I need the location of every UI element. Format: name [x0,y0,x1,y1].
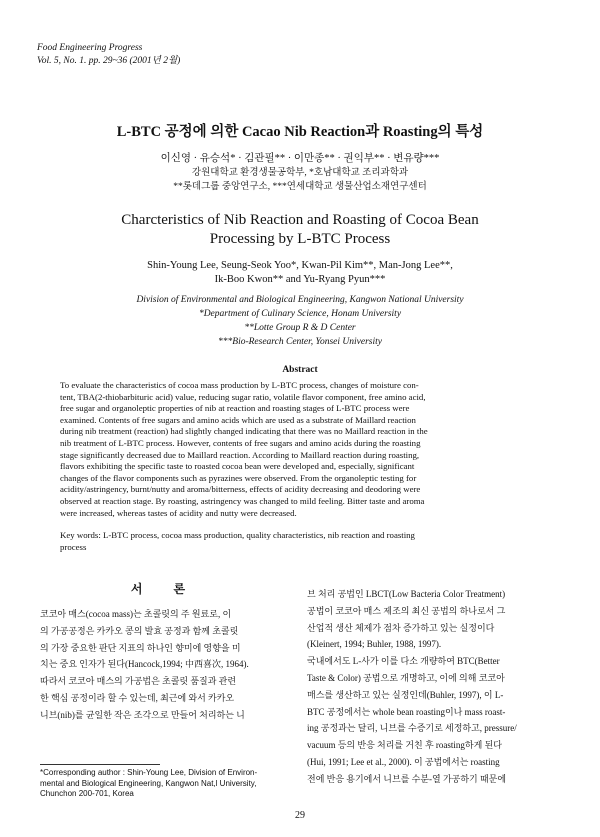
abstract-line: were increased, whereas tastes of acidity and nutty were decreased. [60,507,297,518]
keywords-line: process [60,541,87,552]
abstract-line: free sugar and organoleptic properties of nib at reaction and roasting stages of L-BTC process were [60,403,410,414]
english-affiliation-line: **Lotte Group R & D Center [244,323,356,333]
body-line: 국내에서도 L-사가 이를 다소 개량하여 BTC(Better [307,656,500,667]
abstract-line: tent, TBA(2-thiobarbituric acid) value, reducing sugar ratio, volatile flavor component, free amino acid, [60,391,426,402]
body-line: 코코아 매스(cocoa mass)는 초콜릿의 주 원료로, 이 [40,609,232,619]
right-column-text [307,586,559,788]
footnote-line: Chunchon 200-701, Korea [40,789,134,799]
corresponding-author-footnote [40,768,292,800]
body-line: 브 처리 공법인 LBCT(Low Bacteria Color Treatment) [307,589,506,599]
abstract-line: acidity/astringency, burnt/nutty and aroma/bitterness, effects of acidity decreasing and deodoring were [60,484,421,495]
body-line: 한 핵심 공정이라 할 수 있는데, 최근에 와서 카카오 [40,692,235,703]
body-line: vacuum 등의 반응 처리를 거친 후 roasting하게 된다 [307,740,502,751]
korean-authors: 이신영 · 유승석* · 김관필** · 이만종** · 권익부** · 변유량*** [160,153,440,164]
left-column-text [40,606,292,724]
abstract-line: during nib treatment (reaction) had slightly changed indicating that there was no Maillard reaction in the [60,426,428,437]
abstract-line: flavors exhibiting the specific taste to roasted cocoa bean were developed and, especially, significant [60,461,415,472]
section-heading-introduction: 서 론 [130,582,200,596]
body-line: BTC 공정에서는 whole bean roasting이나 mass roast- [307,706,506,717]
body-line: Taste & Color) 공법으로 개명하고, 이에 의해 코코아 [307,672,505,683]
footnote-divider [40,764,160,765]
body-line: 매스를 생산하고 있는 실정인데(Buhler, 1997), 이 L- [307,689,504,700]
english-title-line: Processing by L-BTC Process [209,231,391,247]
keywords [60,530,538,553]
body-line: 니브(nib)를 균일한 작은 조각으로 만들어 처리하는 니 [40,709,245,720]
journal-header [37,42,180,68]
english-author-line: Ik-Boo Kwon** and Yu-Ryang Pyun*** [214,274,386,285]
footnote-line: mental and Biological Engineering, Kangwon Nat,l University, [40,778,257,788]
page-number: 29 [295,810,305,821]
body-line: 따라서 코코아 매스의 가공법은 초콜릿 품질과 관련 [40,676,237,687]
abstract-line: changes of the flavor components such as pyrazines were observed. From the organoleptic testing for [60,472,417,483]
korean-affiliations [0,166,600,194]
english-affiliation-line: Division of Environmental and Biological Engineering, Kangwon National University [136,295,464,305]
body-line: (Kleinert, 1994; Buhler, 1988, 1997). [307,639,442,650]
journal-name: Food Engineering Progress [37,43,143,53]
english-title [0,211,600,249]
abstract-line: examined. Contents of free sugars and amino acids which are used as a substrate of Maillard reaction [60,414,416,425]
english-title-line: Charcteristics of Nib Reaction and Roasting of Cocoa Bean [121,212,479,228]
abstract-line: nib treatment of L-BTC process. However, contents of free sugars and amino acids during the roasting [60,437,421,448]
abstract-heading: Abstract [282,365,318,375]
abstract-line: To evaluate the characteristics of cocoa mass production by L-BTC process, changes of moisture con- [60,380,419,390]
journal-issue: Vol. 5, No. 1. pp. 29~36 (2001년 2월) [37,56,181,66]
abstract-line: observed at reaction stage. By roasting, astringency was changed to mild feeling. Bitter taste and aroma [60,495,425,506]
english-affiliations [0,293,600,349]
body-line: 의 가공공정은 카카오 콩의 발효 공정과 함께 초콜릿 [40,625,239,636]
english-affiliation-line: *Department of Culinary Science, Honam University [198,309,402,319]
english-authors [0,259,600,287]
footnote-line: *Corresponding author : Shin-Young Lee, Division of Environ- [40,768,258,777]
body-line: 산업적 생산 체제가 점차 증가하고 있는 실정이다 [307,622,495,633]
english-author-line: Shin-Young Lee, Seung-Seok Yoo*, Kwan-Pil Kim**, Man-Jong Lee**, [147,260,453,271]
body-line: 치는 중요 인자가 된다(Hancock,1994; 中西喜次, 1964). [40,659,249,670]
english-affiliation-line: ***Bio-Research Center, Yonsei University [218,337,382,347]
body-line: ing 공정과는 달리, 니브를 수증기로 세정하고, pressure/ [307,723,517,734]
korean-affiliation-line: 강원대학교 환경생물공학부, *호남대학교 조리과학과 [191,168,409,178]
abstract-line: stage significantly decreased due to Maillard reaction. According to Maillard reaction during roasting, [60,449,420,460]
body-line: 공법이 코코아 매스 제조의 최신 공법의 하나로서 그 [307,605,506,616]
body-line: 의 가장 중요한 판단 지표의 하나인 향미에 영향을 미 [40,642,241,653]
keywords-line: Key words: L-BTC process, cocoa mass production, quality characteristics, nib reaction and roasting [60,530,415,540]
korean-title: L-BTC 공정에 의한 Cacao Nib Reaction과 Roasting의 특성 [116,124,484,140]
body-line: 전에 반응 용기에서 니브를 수분-열 가공하기 때문에 [307,773,507,784]
body-line: (Hui, 1991; Lee et al., 2000). 이 공법에서는 roasting [307,756,500,767]
korean-affiliation-line: **롯데그룹 중앙연구소, ***연세대학교 생물산업소재연구센터 [173,182,427,192]
abstract-body [60,380,538,519]
